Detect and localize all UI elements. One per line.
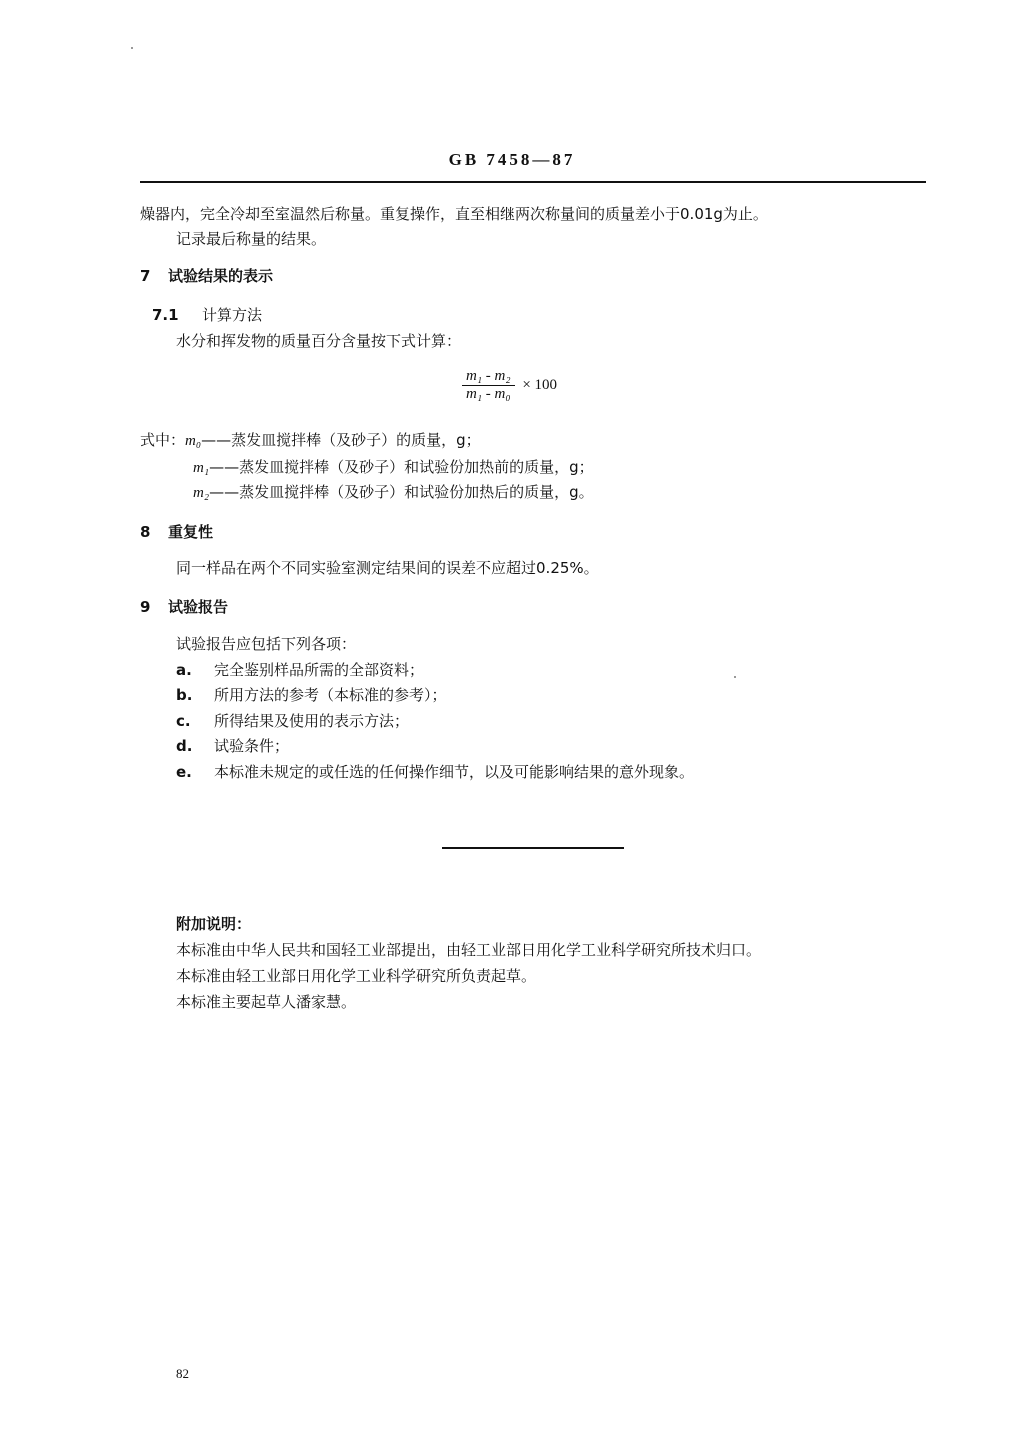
report-item-text: 本标准未规定的或任选的任何操作细节，以及可能影响结果的意外现象。 — [214, 763, 695, 781]
report-item-mark: e. — [176, 763, 192, 781]
section-9-heading — [140, 597, 228, 617]
report-item-c — [176, 711, 409, 731]
section-7-heading — [140, 266, 273, 286]
header-rule — [140, 181, 926, 183]
page-number: 82 — [176, 1366, 189, 1381]
formula-fraction — [462, 368, 515, 403]
section-7-1-heading — [152, 305, 262, 325]
section-number: 7.1 — [152, 306, 179, 324]
section-number: 7 — [140, 267, 151, 285]
where-text: ——蒸发皿搅拌棒（及砂子）的质量，g； — [201, 431, 481, 449]
report-item-text: 所用方法的参考（本标准的参考）； — [214, 686, 447, 704]
notes-line-2: 本标准由轻工业部日用化学工业科学研究所负责起草。 — [176, 967, 537, 985]
where-var: m₁ — [193, 460, 210, 476]
where-label: 式中： — [140, 431, 186, 449]
section-8-text: 同一样品在两个不同实验室测定结果间的误差不应超过0.25%。 — [176, 559, 599, 577]
report-item-text: 所得结果及使用的表示方法； — [214, 712, 410, 730]
formula-denominator: m₁ - m₀ — [466, 386, 511, 402]
section-8-heading — [140, 522, 213, 542]
report-item-text: 试验条件； — [214, 737, 290, 755]
where-item-1 — [193, 457, 594, 478]
report-item-a — [176, 660, 424, 680]
report-item-mark: b. — [176, 686, 193, 704]
notes-title: 附加说明： — [176, 915, 252, 933]
section-number: 8 — [140, 523, 151, 541]
where-text: ——蒸发皿搅拌棒（及砂子）和试验份加热前的质量，g； — [209, 458, 594, 476]
notes-line-3: 本标准主要起草人潘家慧。 — [176, 993, 357, 1011]
where-var: m₂ — [193, 485, 210, 501]
intro-line-1: 燥器内，完全冷却至室温然后称量。重复操作，直至相继两次称量间的质量差小于0.01g为止。 — [140, 205, 768, 223]
section-title: 计算方法 — [202, 306, 263, 324]
notes-line-1: 本标准由中华人民共和国轻工业部提出，由轻工业部日用化学工业科学研究所技术归口。 — [176, 941, 762, 959]
section-title: 试验结果的表示 — [168, 267, 274, 285]
scan-speck — [131, 47, 133, 49]
report-item-mark: c. — [176, 712, 191, 730]
report-item-mark: a. — [176, 661, 192, 679]
report-item-d — [176, 736, 289, 756]
formula-numerator: m₁ - m₂ — [462, 368, 515, 386]
report-item-e — [176, 762, 694, 782]
intro-line-2: 记录最后称量的结果。 — [176, 230, 327, 248]
report-item-mark: d. — [176, 737, 193, 755]
end-rule — [442, 847, 624, 849]
formula-factor: × 100 — [522, 377, 558, 393]
where-text: ——蒸发皿搅拌棒（及砂子）和试验份加热后的质量，g。 — [209, 483, 594, 501]
section-number: 9 — [140, 598, 151, 616]
section-title: 试验报告 — [168, 598, 229, 616]
section-7-1-text: 水分和挥发物的质量百分含量按下式计算： — [176, 332, 462, 350]
section-9-intro: 试验报告应包括下列各项： — [176, 635, 357, 653]
where-var: m₀ — [185, 433, 202, 449]
scan-speck — [734, 676, 736, 678]
section-title: 重复性 — [168, 523, 214, 541]
where-item-0 — [140, 430, 481, 451]
report-item-b — [176, 685, 447, 705]
document-header: GB 7458—87 — [448, 150, 576, 169]
report-item-text: 完全鉴别样品所需的全部资料； — [214, 661, 425, 679]
formula — [462, 368, 557, 403]
where-item-2 — [193, 482, 594, 503]
